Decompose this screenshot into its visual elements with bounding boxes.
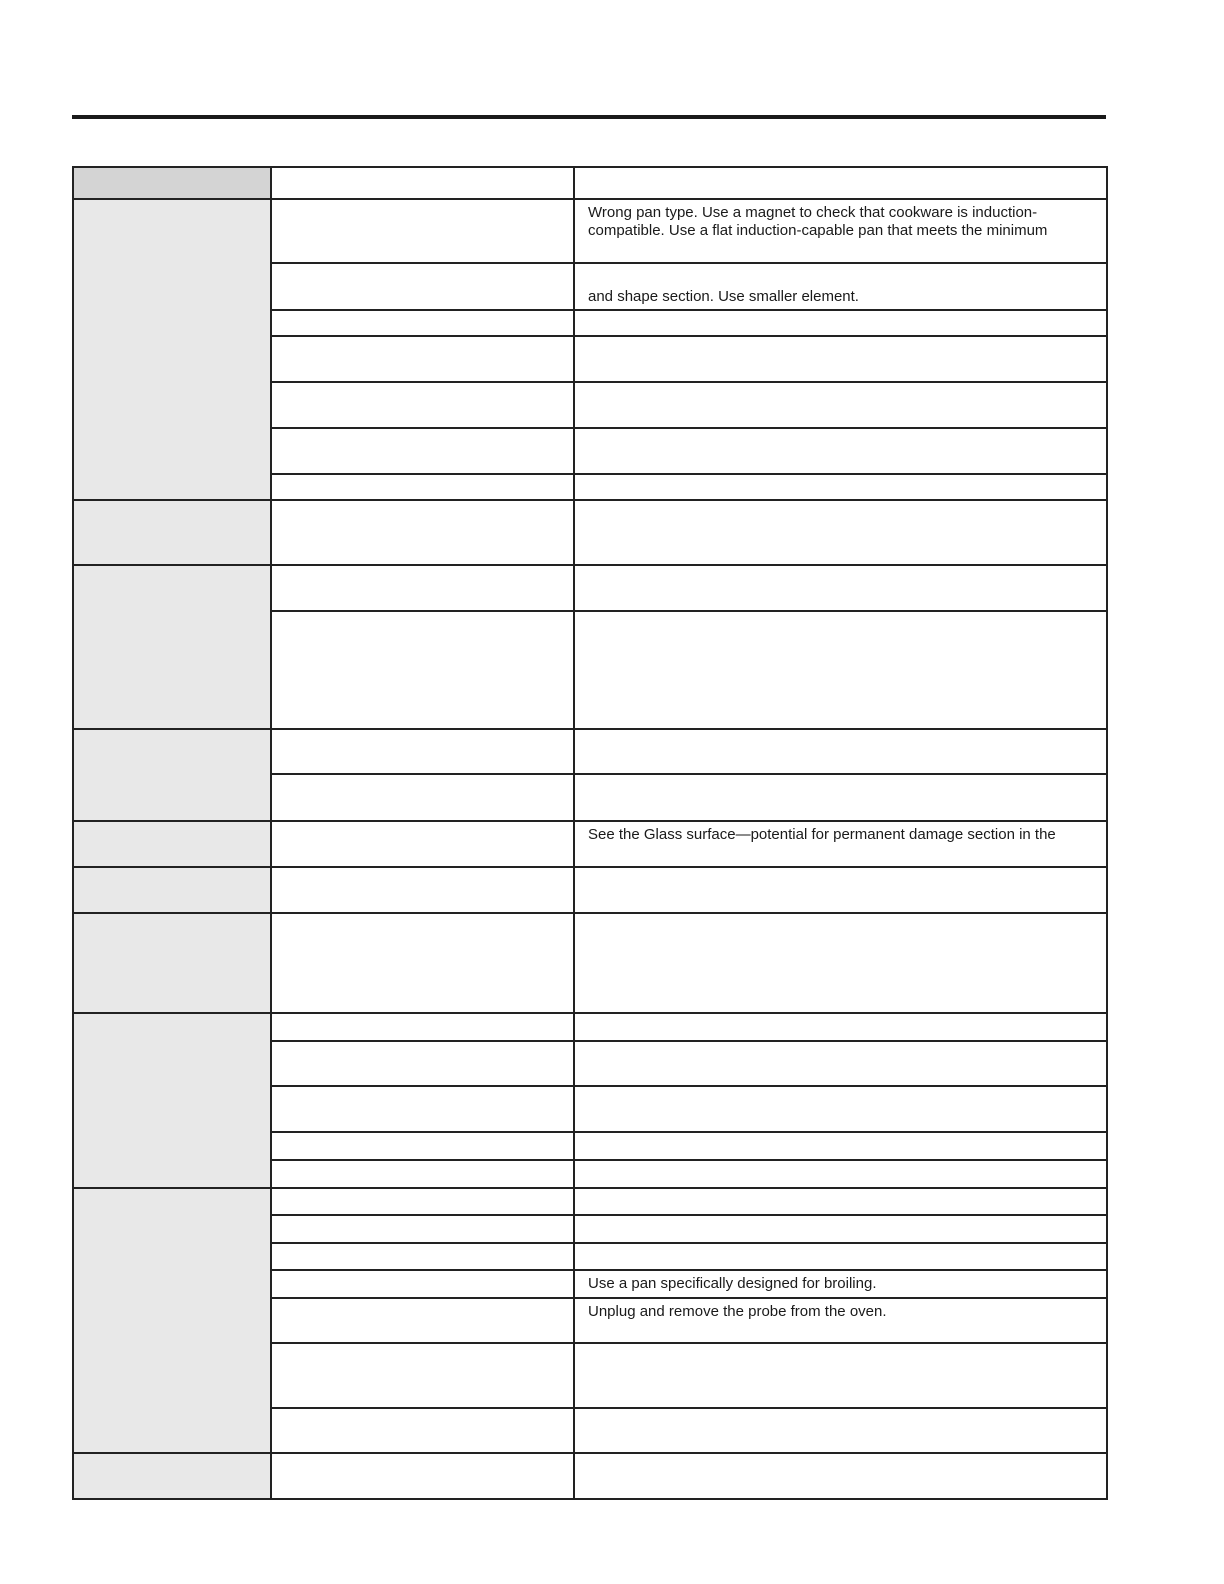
solution-cell <box>574 565 1107 611</box>
header-possible-cause <box>271 167 574 199</box>
table-row <box>73 1453 1107 1499</box>
problem-cell <box>73 199 271 500</box>
solution-cell <box>574 1132 1107 1160</box>
cause-cell <box>271 1408 574 1453</box>
solution-cell: Use a pan specifically designed for broiling. <box>574 1270 1107 1298</box>
solution-cell <box>574 729 1107 774</box>
cause-cell <box>271 1041 574 1086</box>
cause-cell <box>271 382 574 428</box>
solution-cell <box>574 867 1107 913</box>
section-title-rule <box>72 115 1106 119</box>
solution-cell <box>574 1013 1107 1041</box>
header-problem <box>73 167 271 199</box>
cause-cell <box>271 500 574 565</box>
solution-cell: See the Glass surface—potential for permanent damage section in the <box>574 821 1107 867</box>
cause-cell <box>271 1270 574 1298</box>
cause-cell <box>271 1343 574 1408</box>
problem-cell <box>73 1188 271 1453</box>
cause-cell <box>271 867 574 913</box>
solution-cell <box>574 336 1107 382</box>
cause-cell <box>271 336 574 382</box>
table-row <box>73 729 1107 774</box>
cause-cell <box>271 611 574 729</box>
problem-cell <box>73 1453 271 1499</box>
table-row <box>73 1013 1107 1041</box>
solution-cell <box>574 1086 1107 1132</box>
table-row <box>73 500 1107 565</box>
problem-cell <box>73 867 271 913</box>
table-row <box>73 913 1107 1013</box>
table-row <box>73 565 1107 611</box>
cause-cell <box>271 1086 574 1132</box>
table-row <box>73 867 1107 913</box>
cause-cell <box>271 1188 574 1215</box>
header-what-to-do <box>574 167 1107 199</box>
cause-cell <box>271 729 574 774</box>
solution-cell <box>574 913 1107 1013</box>
cause-cell <box>271 199 574 263</box>
solution-cell <box>574 1243 1107 1270</box>
cause-cell <box>271 428 574 474</box>
solution-cell <box>574 1453 1107 1499</box>
cause-cell <box>271 1013 574 1041</box>
solution-cell <box>574 1188 1107 1215</box>
cause-cell <box>271 1160 574 1188</box>
solution-cell <box>574 428 1107 474</box>
solution-cell <box>574 774 1107 821</box>
solution-cell: Unplug and remove the probe from the oven. <box>574 1298 1107 1343</box>
problem-cell <box>73 1013 271 1188</box>
solution-cell: and shape section. Use smaller element. <box>574 263 1107 310</box>
cause-cell <box>271 1453 574 1499</box>
troubleshooting-table <box>72 166 1106 1497</box>
solution-cell: Wrong pan type. Use a magnet to check that cookware is induction- compatible. Use a flat induction-capable pan that meets the minimum <box>574 199 1107 263</box>
cause-cell <box>271 310 574 336</box>
cause-cell <box>271 821 574 867</box>
cause-cell <box>271 774 574 821</box>
problem-cell <box>73 729 271 821</box>
solution-cell <box>574 310 1107 336</box>
problem-cell <box>73 500 271 565</box>
solution-cell <box>574 1041 1107 1086</box>
problem-cell <box>73 913 271 1013</box>
cause-cell <box>271 565 574 611</box>
cause-cell <box>271 1215 574 1243</box>
cause-cell <box>271 263 574 310</box>
problem-cell <box>73 821 271 867</box>
solution-cell <box>574 500 1107 565</box>
solution-cell <box>574 1160 1107 1188</box>
cause-cell <box>271 1132 574 1160</box>
solution-cell <box>574 382 1107 428</box>
solution-cell <box>574 611 1107 729</box>
cause-cell <box>271 1298 574 1343</box>
table-row <box>73 821 1107 867</box>
table-header-row <box>73 167 1107 199</box>
table-row <box>73 1188 1107 1215</box>
solution-cell <box>574 474 1107 500</box>
problem-cell <box>73 565 271 729</box>
solution-cell <box>574 1343 1107 1408</box>
cause-cell <box>271 913 574 1013</box>
cause-cell <box>271 474 574 500</box>
table-row <box>73 199 1107 263</box>
cause-cell <box>271 1243 574 1270</box>
solution-cell <box>574 1215 1107 1243</box>
solution-cell <box>574 1408 1107 1453</box>
